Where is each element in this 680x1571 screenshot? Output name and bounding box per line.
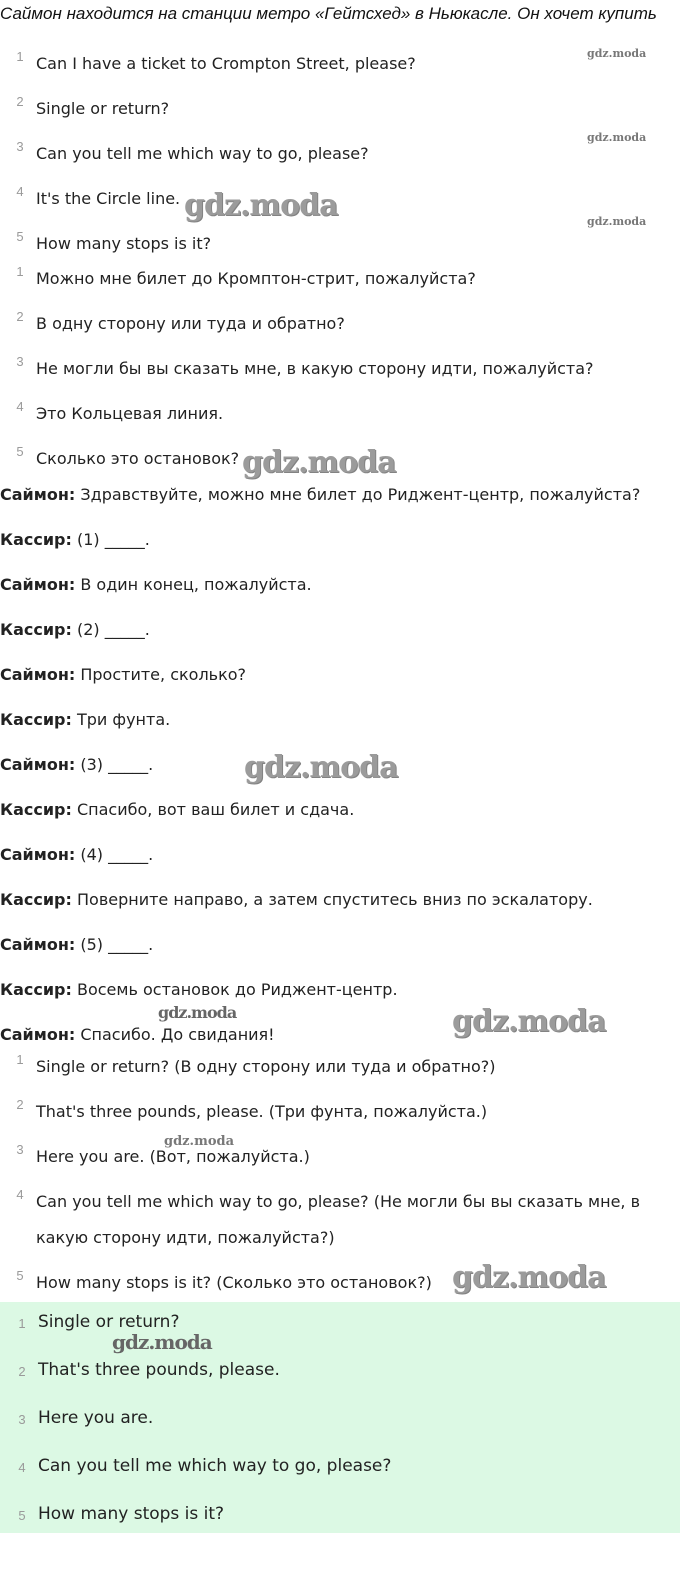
item-number: 5: [16, 229, 24, 244]
dialog: [0, 482, 680, 1058]
speaker-name: Кассир:: [0, 620, 72, 639]
speaker-name: Кассир:: [0, 530, 72, 549]
dialog-text: Простите, сколько?: [75, 665, 247, 684]
list-item: [0, 394, 680, 439]
answer-item: [0, 1446, 680, 1494]
speaker-name: Саймон:: [0, 845, 76, 864]
item-text: It's the Circle line.: [36, 189, 181, 208]
item-number: 5: [18, 1508, 26, 1523]
item-number: 3: [18, 1412, 26, 1427]
list-item: [0, 304, 680, 349]
watermark: gdz.moda: [587, 47, 647, 60]
item-text: В одну сторону или туда и обратно?: [36, 314, 345, 333]
speaker-name: Саймон:: [0, 1025, 76, 1044]
speaker-name: Саймон:: [0, 665, 76, 684]
item-number: 5: [16, 1268, 24, 1283]
item-number: 2: [18, 1364, 26, 1379]
list-item: [0, 1182, 680, 1263]
speaker-name: Саймон:: [0, 755, 76, 774]
item-number: 4: [18, 1460, 26, 1475]
list-item: [0, 179, 680, 224]
watermark: gdz.moda: [112, 1330, 212, 1354]
watermark: gdz.moda: [244, 750, 398, 785]
item-text: Can you tell me which way to go, please?: [36, 144, 369, 163]
item-text: Single or return?: [36, 99, 170, 118]
item-text: Can you tell me which way to go, please? (Не могли бы вы сказать мне, в какую сторону идти, пожалуйста?): [36, 1192, 641, 1247]
list-item: [0, 349, 680, 394]
item-number: 2: [16, 1097, 24, 1112]
item-text: How many stops is it?: [36, 234, 212, 253]
item-text: Single or return?: [38, 1312, 180, 1332]
item-number: 1: [18, 1316, 26, 1331]
speaker-name: Саймон:: [0, 575, 76, 594]
item-text: Не могли бы вы сказать мне, в какую сторону идти, пожалуйста?: [36, 359, 594, 378]
list-item: [0, 1137, 680, 1182]
item-text: Here you are. (Вот, пожалуйста.): [36, 1147, 310, 1166]
dialog-line: [0, 482, 680, 527]
speaker-name: Саймон:: [0, 485, 76, 504]
list-russian: [0, 259, 680, 484]
watermark: gdz.moda: [158, 1003, 237, 1022]
item-text: Single or return? (В одну сторону или туда и обратно?): [36, 1057, 496, 1076]
watermark: gdz.moda: [587, 131, 647, 144]
item-number: 5: [16, 444, 24, 459]
list-item: [0, 44, 680, 89]
dialog-line: [0, 662, 680, 707]
list-item: [0, 134, 680, 179]
item-text: Can you tell me which way to go, please?: [38, 1456, 392, 1476]
item-text: Можно мне билет до Кромптон-стрит, пожалуйста?: [36, 269, 476, 288]
item-number: 4: [16, 184, 24, 199]
answer-box: [0, 1302, 680, 1533]
speaker-name: Кассир:: [0, 890, 72, 909]
item-number: 2: [16, 309, 24, 324]
task-intro: Саймон находится на станции метро «Гейтсхед» в Ньюкасле. Он хочет купить: [0, 4, 657, 23]
list-item: [0, 259, 680, 304]
answer-item: [0, 1302, 680, 1350]
dialog-text: В один конец, пожалуйста.: [75, 575, 312, 594]
dialog-text: (1) _____.: [71, 530, 150, 549]
item-text: That's three pounds, please. (Три фунта, пожалуйста.): [36, 1102, 488, 1121]
answer-item: [0, 1350, 680, 1398]
dialog-text: (3) _____.: [75, 755, 154, 774]
list-item: [0, 89, 680, 134]
item-text: Это Кольцевая линия.: [36, 404, 224, 423]
list-item: [0, 1092, 680, 1137]
dialog-text: Восемь остановок до Риджент-центр.: [71, 980, 398, 999]
item-text: Here you are.: [38, 1408, 154, 1428]
list-english: [0, 44, 680, 269]
dialog-line: [0, 527, 680, 572]
speaker-name: Кассир:: [0, 710, 72, 729]
dialog-text: (5) _____.: [75, 935, 154, 954]
watermark: gdz.moda: [164, 1134, 235, 1149]
watermark: gdz.moda: [452, 1004, 606, 1039]
dialog-line: [0, 842, 680, 887]
dialog-text: Три фунта.: [71, 710, 171, 729]
list-item: [0, 439, 680, 484]
dialog-line: [0, 932, 680, 977]
speaker-name: Саймон:: [0, 935, 76, 954]
item-number: 4: [16, 1187, 24, 1202]
item-text: That's three pounds, please.: [38, 1360, 280, 1380]
item-number: 3: [16, 139, 24, 154]
list-bilingual: [0, 1047, 680, 1308]
item-number: 1: [16, 49, 24, 64]
speaker-name: Кассир:: [0, 800, 72, 819]
item-text: How many stops is it? (Сколько это остановок?): [36, 1273, 432, 1292]
dialog-line: [0, 887, 680, 932]
dialog-text: (4) _____.: [75, 845, 154, 864]
dialog-line: [0, 617, 680, 662]
watermark: gdz.moda: [452, 1260, 606, 1295]
watermark: gdz.moda: [587, 215, 647, 228]
answer-item: [0, 1494, 680, 1542]
watermark: gdz.moda: [184, 188, 338, 223]
item-number: 3: [16, 1142, 24, 1157]
item-text: Сколько это остановок?: [36, 449, 240, 468]
item-number: 1: [16, 264, 24, 279]
dialog-line: [0, 977, 680, 1022]
dialog-text: Спасибо. До свидания!: [75, 1025, 275, 1044]
dialog-line: [0, 707, 680, 752]
watermark: gdz.moda: [242, 445, 396, 480]
item-text: How many stops is it?: [38, 1504, 225, 1524]
item-number: 4: [16, 399, 24, 414]
list-item: [0, 1047, 680, 1092]
item-number: 3: [16, 354, 24, 369]
dialog-text: (2) _____.: [71, 620, 150, 639]
dialog-text: Спасибо, вот ваш билет и сдача.: [71, 800, 355, 819]
dialog-text: Поверните направо, а затем спуститесь вниз по эскалатору.: [71, 890, 593, 909]
dialog-line: [0, 797, 680, 842]
item-number: 2: [16, 94, 24, 109]
item-text: Can I have a ticket to Crompton Street, please?: [36, 54, 416, 73]
answer-item: [0, 1398, 680, 1446]
item-number: 1: [16, 1052, 24, 1067]
dialog-text: Здравствуйте, можно мне билет до Риджент-центр, пожалуйста?: [75, 485, 641, 504]
dialog-line: [0, 752, 680, 797]
speaker-name: Кассир:: [0, 980, 72, 999]
dialog-line: [0, 572, 680, 617]
